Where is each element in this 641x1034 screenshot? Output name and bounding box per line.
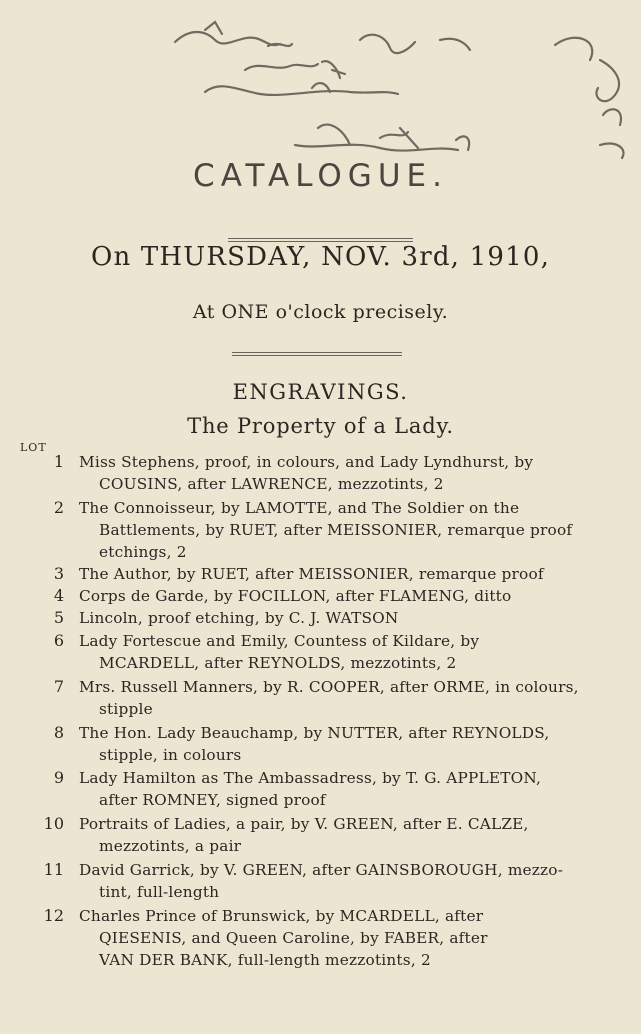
lot-description [79, 497, 627, 563]
lot-description [79, 451, 627, 495]
lot-line: VAN DER BANK, full-length mezzotints, 2 [99, 951, 431, 969]
lot-description [79, 767, 627, 811]
lot-line: Corps de Garde, by FOCILLON, after FLAMENG, ditto [79, 587, 512, 605]
lot-description [79, 722, 627, 766]
lot-line: The Author, by RUET, after MEISSONIER, remarque proof [79, 565, 544, 583]
lot-column-header: LOT [20, 441, 47, 454]
lot-line: The Hon. Lady Beauchamp, by NUTTER, after REYNOLDS, [79, 724, 550, 742]
sale-date: On THURSDAY, NOV. 3rd, 1910, [90, 242, 551, 272]
lot-number: 8 [53, 723, 64, 742]
lot-description [79, 676, 627, 720]
lot-number: 5 [53, 608, 64, 627]
lot-description [79, 813, 627, 857]
lot-line: after ROMNEY, signed proof [99, 791, 326, 809]
lot-line: Lincoln, proof etching, by C. J. WATSON [79, 609, 399, 627]
pencil-handwriting [0, 0, 641, 160]
handwriting-scribble-icon [0, 0, 641, 160]
lot-description [79, 585, 627, 607]
sale-time: At ONE o'clock precisely. [192, 301, 449, 323]
time-divider [232, 352, 402, 356]
lot-line: Battlements, by RUET, after MEISSONIER, remarque proof [99, 521, 573, 539]
lot-description [79, 905, 627, 971]
lot-description [79, 630, 627, 674]
lot-line: MCARDELL, after REYNOLDS, mezzotints, 2 [99, 654, 457, 672]
lot-line: Miss Stephens, proof, in colours, and Lady Lyndhurst, by [79, 453, 534, 471]
lot-description [79, 607, 627, 629]
lot-line: The Connoisseur, by LAMOTTE, and The Soldier on the [79, 499, 520, 517]
lot-description [79, 859, 627, 903]
section-heading: ENGRAVINGS. [232, 380, 409, 404]
lot-number: 11 [43, 860, 64, 879]
lot-line: Charles Prince of Brunswick, by MCARDELL, after [79, 907, 484, 925]
lot-line: etchings, 2 [99, 543, 187, 561]
lot-line: stipple [99, 700, 153, 718]
lot-line: tint, full-length [99, 883, 220, 901]
lot-line: stipple, in colours [99, 746, 242, 764]
lot-number: 1 [53, 452, 64, 471]
lot-line: Mrs. Russell Manners, by R. COOPER, after ORME, in colours, [79, 678, 579, 696]
lot-line: Lady Hamilton as The Ambassadress, by T. G. APPLETON, [79, 769, 542, 787]
lot-description [79, 563, 627, 585]
lot-number: 3 [53, 564, 64, 583]
catalogue-title: CATALOGUE. [193, 158, 448, 194]
lot-line: COUSINS, after LAWRENCE, mezzotints, 2 [99, 475, 444, 493]
lot-number: 7 [53, 677, 64, 696]
lot-line: David Garrick, by V. GREEN, after GAINSBOROUGH, mezzo- [79, 861, 564, 879]
lot-line: mezzotints, a pair [99, 837, 242, 855]
lot-line: QIESENIS, and Queen Caroline, by FABER, after [99, 929, 488, 947]
section-subheading: The Property of a Lady. [187, 414, 454, 438]
lot-line: Lady Fortescue and Emily, Countess of Kildare, by [79, 632, 480, 650]
lot-line: Portraits of Ladies, a pair, by V. GREEN, after E. CALZE, [79, 815, 529, 833]
lot-number: 6 [53, 631, 64, 650]
lot-number: 4 [53, 586, 64, 605]
lot-number: 2 [53, 498, 64, 517]
lot-number: 9 [53, 768, 64, 787]
lot-number: 10 [43, 814, 64, 833]
lot-number: 12 [43, 906, 64, 925]
